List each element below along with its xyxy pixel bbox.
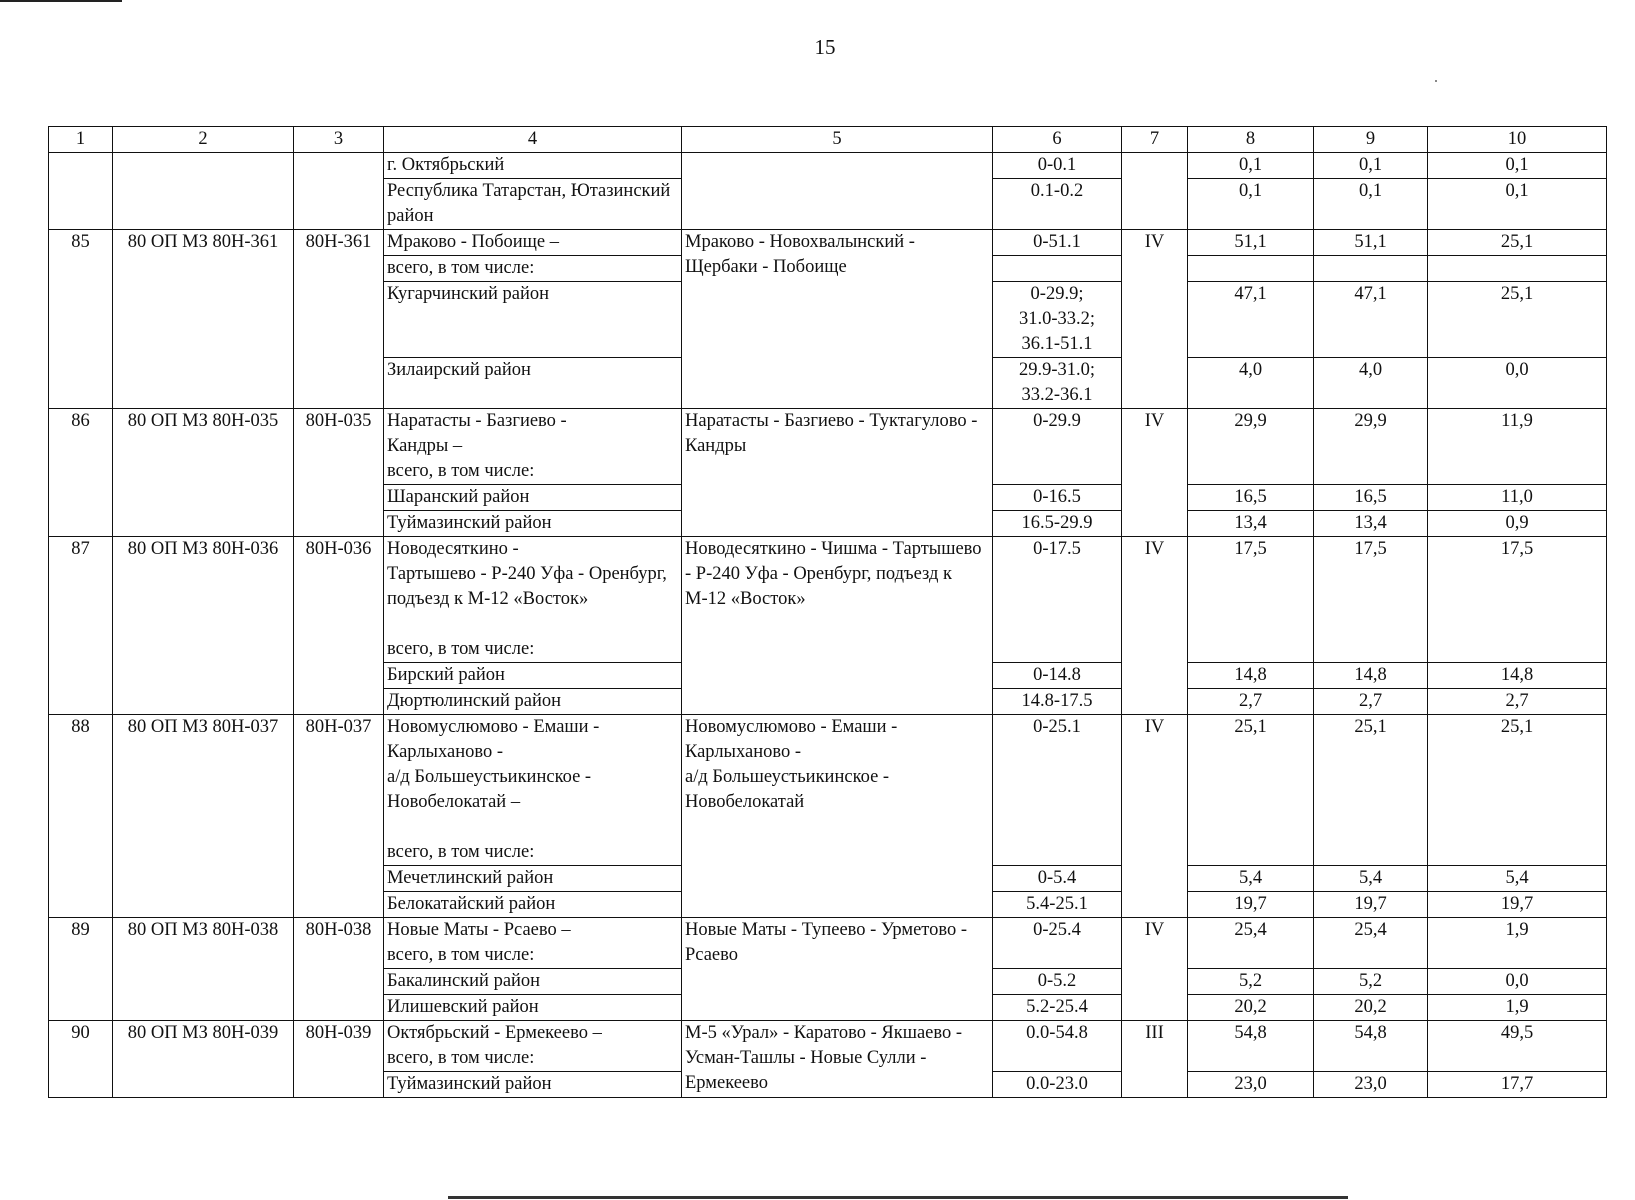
length-col10: 49,5	[1428, 1021, 1607, 1072]
length-total: 17,5	[1188, 537, 1314, 663]
column-header-2: 2	[113, 127, 294, 153]
length-total: 2,7	[1188, 689, 1314, 715]
length-col10: 0,9	[1428, 511, 1607, 537]
length-total: 25,4	[1188, 918, 1314, 969]
km-range: 0.0-23.0	[993, 1072, 1122, 1098]
length-total: 5,4	[1188, 866, 1314, 892]
length-col10: 2,7	[1428, 689, 1607, 715]
column-header-6: 6	[993, 127, 1122, 153]
length-col10: 11,0	[1428, 485, 1607, 511]
segment-name: Туймазинский район	[384, 511, 682, 537]
length-total: 47,1	[1188, 282, 1314, 358]
length-total: 29,9	[1188, 409, 1314, 485]
length-total: 23,0	[1188, 1072, 1314, 1098]
segment-name: г. Октябрьский	[384, 153, 682, 179]
table-row	[49, 918, 1607, 969]
table-row	[49, 230, 1607, 256]
road-id-code	[113, 153, 294, 230]
column-header-4: 4	[384, 127, 682, 153]
length-total: 25,1	[1188, 715, 1314, 866]
segment-name: Туймазинский район	[384, 1072, 682, 1098]
route-description: Новомуслюмово - Емаши - Карлыханово - а/д Большеустьикинское - Новобелокатай	[682, 715, 993, 918]
length-col9: 5,2	[1314, 969, 1428, 995]
length-col10: 5,4	[1428, 866, 1607, 892]
road-number: 88	[49, 715, 113, 918]
road-id-code: 80 ОП МЗ 80Н-038	[113, 918, 294, 1021]
road-category: IV	[1122, 715, 1188, 918]
route-description: Наратасты - Базгиево - Туктагулово - Кандры	[682, 409, 993, 537]
segment-name: Кугарчинский район	[384, 282, 682, 358]
segment-name: Октябрьский - Ермекеево – всего, в том числе:	[384, 1021, 682, 1072]
length-col9: 13,4	[1314, 511, 1428, 537]
column-header-5: 5	[682, 127, 993, 153]
length-col10: 25,1	[1428, 230, 1607, 256]
segment-name: Республика Татарстан, Ютазинский район	[384, 179, 682, 230]
length-total: 0,1	[1188, 179, 1314, 230]
segment-name: Шаранский район	[384, 485, 682, 511]
segment-name: Бирский район	[384, 663, 682, 689]
length-col9: 47,1	[1314, 282, 1428, 358]
length-col10: 25,1	[1428, 282, 1607, 358]
segment-name: всего, в том числе:	[384, 256, 682, 282]
table-row	[49, 715, 1607, 866]
road-short-code: 80Н-037	[294, 715, 384, 918]
length-col9: 5,4	[1314, 866, 1428, 892]
table-row	[49, 1021, 1607, 1072]
length-col10: 17,5	[1428, 537, 1607, 663]
length-col10: 0,1	[1428, 179, 1607, 230]
road-category: IV	[1122, 409, 1188, 537]
length-col10: 0,1	[1428, 153, 1607, 179]
km-range: 0.1-0.2	[993, 179, 1122, 230]
road-short-code: 80Н-036	[294, 537, 384, 715]
length-col9: 14,8	[1314, 663, 1428, 689]
length-col9: 54,8	[1314, 1021, 1428, 1072]
length-col9: 23,0	[1314, 1072, 1428, 1098]
length-total: 19,7	[1188, 892, 1314, 918]
table-row	[49, 409, 1607, 485]
route-description	[682, 153, 993, 230]
km-range	[993, 256, 1122, 282]
km-range: 0-29.9; 31.0-33.2; 36.1-51.1	[993, 282, 1122, 358]
column-header-10: 10	[1428, 127, 1607, 153]
road-category	[1122, 153, 1188, 230]
road-category: IV	[1122, 918, 1188, 1021]
segment-name: Мраково - Побоище –	[384, 230, 682, 256]
road-number: 89	[49, 918, 113, 1021]
length-total: 4,0	[1188, 358, 1314, 409]
km-range: 5.4-25.1	[993, 892, 1122, 918]
road-category: III	[1122, 1021, 1188, 1098]
column-header-8: 8	[1188, 127, 1314, 153]
segment-name: Белокатайский район	[384, 892, 682, 918]
road-category: IV	[1122, 537, 1188, 715]
length-col10: 1,9	[1428, 995, 1607, 1021]
length-total: 54,8	[1188, 1021, 1314, 1072]
road-number: 85	[49, 230, 113, 409]
km-range: 0-16.5	[993, 485, 1122, 511]
length-total: 14,8	[1188, 663, 1314, 689]
column-header-3: 3	[294, 127, 384, 153]
length-col9: 0,1	[1314, 153, 1428, 179]
route-description: Мраково - Новохвалынский - Щербаки - Побоище	[682, 230, 993, 409]
length-col9: 2,7	[1314, 689, 1428, 715]
length-col9: 17,5	[1314, 537, 1428, 663]
length-col10	[1428, 256, 1607, 282]
km-range: 0-25.1	[993, 715, 1122, 866]
length-col9: 29,9	[1314, 409, 1428, 485]
length-col9: 16,5	[1314, 485, 1428, 511]
length-col9: 25,1	[1314, 715, 1428, 866]
length-col9: 20,2	[1314, 995, 1428, 1021]
segment-name: Бакалинский район	[384, 969, 682, 995]
length-col10: 11,9	[1428, 409, 1607, 485]
length-col10: 0,0	[1428, 358, 1607, 409]
km-range: 0-0.1	[993, 153, 1122, 179]
roads-table	[48, 126, 1607, 1098]
length-col10: 17,7	[1428, 1072, 1607, 1098]
page-number: 15	[814, 35, 836, 59]
segment-name: Мечетлинский район	[384, 866, 682, 892]
km-range: 16.5-29.9	[993, 511, 1122, 537]
road-id-code: 80 ОП МЗ 80Н-035	[113, 409, 294, 537]
length-col9: 25,4	[1314, 918, 1428, 969]
length-col10: 1,9	[1428, 918, 1607, 969]
road-id-code: 80 ОП МЗ 80Н-361	[113, 230, 294, 409]
km-range: 5.2-25.4	[993, 995, 1122, 1021]
length-col9	[1314, 256, 1428, 282]
road-category: IV	[1122, 230, 1188, 409]
road-short-code: 80Н-038	[294, 918, 384, 1021]
length-col9: 0,1	[1314, 179, 1428, 230]
road-id-code: 80 ОП МЗ 80Н-037	[113, 715, 294, 918]
km-range: 0-51.1	[993, 230, 1122, 256]
length-total	[1188, 256, 1314, 282]
road-short-code: 80Н-039	[294, 1021, 384, 1098]
km-range: 0-14.8	[993, 663, 1122, 689]
length-col9: 19,7	[1314, 892, 1428, 918]
km-range: 14.8-17.5	[993, 689, 1122, 715]
road-number: 86	[49, 409, 113, 537]
km-range: 29.9-31.0; 33.2-36.1	[993, 358, 1122, 409]
length-total: 16,5	[1188, 485, 1314, 511]
length-col10: 19,7	[1428, 892, 1607, 918]
road-short-code	[294, 153, 384, 230]
length-total: 0,1	[1188, 153, 1314, 179]
segment-name: Зилаирский район	[384, 358, 682, 409]
km-range: 0-29.9	[993, 409, 1122, 485]
length-col9: 51,1	[1314, 230, 1428, 256]
length-total: 51,1	[1188, 230, 1314, 256]
km-range: 0-5.4	[993, 866, 1122, 892]
road-number: 90	[49, 1021, 113, 1098]
segment-name: Наратасты - Базгиево - Кандры – всего, в том числе:	[384, 409, 682, 485]
km-range: 0-5.2	[993, 969, 1122, 995]
km-range: 0.0-54.8	[993, 1021, 1122, 1072]
km-range: 0-17.5	[993, 537, 1122, 663]
road-short-code: 80Н-361	[294, 230, 384, 409]
segment-name: Дюртюлинский район	[384, 689, 682, 715]
length-col10: 14,8	[1428, 663, 1607, 689]
header-row	[49, 127, 1607, 153]
road-short-code: 80Н-035	[294, 409, 384, 537]
column-header-7: 7	[1122, 127, 1188, 153]
km-range: 0-25.4	[993, 918, 1122, 969]
bottom-rule	[448, 1196, 1348, 1199]
road-id-code: 80 ОП МЗ 80Н-039	[113, 1021, 294, 1098]
length-col10: 25,1	[1428, 715, 1607, 866]
length-total: 20,2	[1188, 995, 1314, 1021]
column-header-9: 9	[1314, 127, 1428, 153]
table-row	[49, 537, 1607, 663]
length-col9: 4,0	[1314, 358, 1428, 409]
road-id-code: 80 ОП МЗ 80Н-036	[113, 537, 294, 715]
segment-name: Новодесяткино - Тартышево - Р-240 Уфа - Оренбург, подъезд к М-12 «Восток» всего, в том числе:	[384, 537, 682, 663]
route-description: М-5 «Урал» - Каратово - Якшаево - Усман-Ташлы - Новые Сулли - Ермекеево	[682, 1021, 993, 1098]
segment-name: Новые Маты - Рсаево – всего, в том числе:	[384, 918, 682, 969]
column-header-1: 1	[49, 127, 113, 153]
road-number: 87	[49, 537, 113, 715]
top-rule	[0, 0, 122, 2]
route-description: Новодесяткино - Чишма - Тартышево - Р-240 Уфа - Оренбург, подъезд к М-12 «Восток»	[682, 537, 993, 715]
scan-speck	[1435, 80, 1437, 82]
route-description: Новые Маты - Тупеево - Урметово - Рсаево	[682, 918, 993, 1021]
segment-name: Илишевский район	[384, 995, 682, 1021]
road-number	[49, 153, 113, 230]
length-total: 5,2	[1188, 969, 1314, 995]
table-row	[49, 153, 1607, 179]
length-col10: 0,0	[1428, 969, 1607, 995]
length-total: 13,4	[1188, 511, 1314, 537]
segment-name: Новомуслюмово - Емаши - Карлыханово - а/д Большеустьикинское - Новобелокатай – всего, в том числе:	[384, 715, 682, 866]
